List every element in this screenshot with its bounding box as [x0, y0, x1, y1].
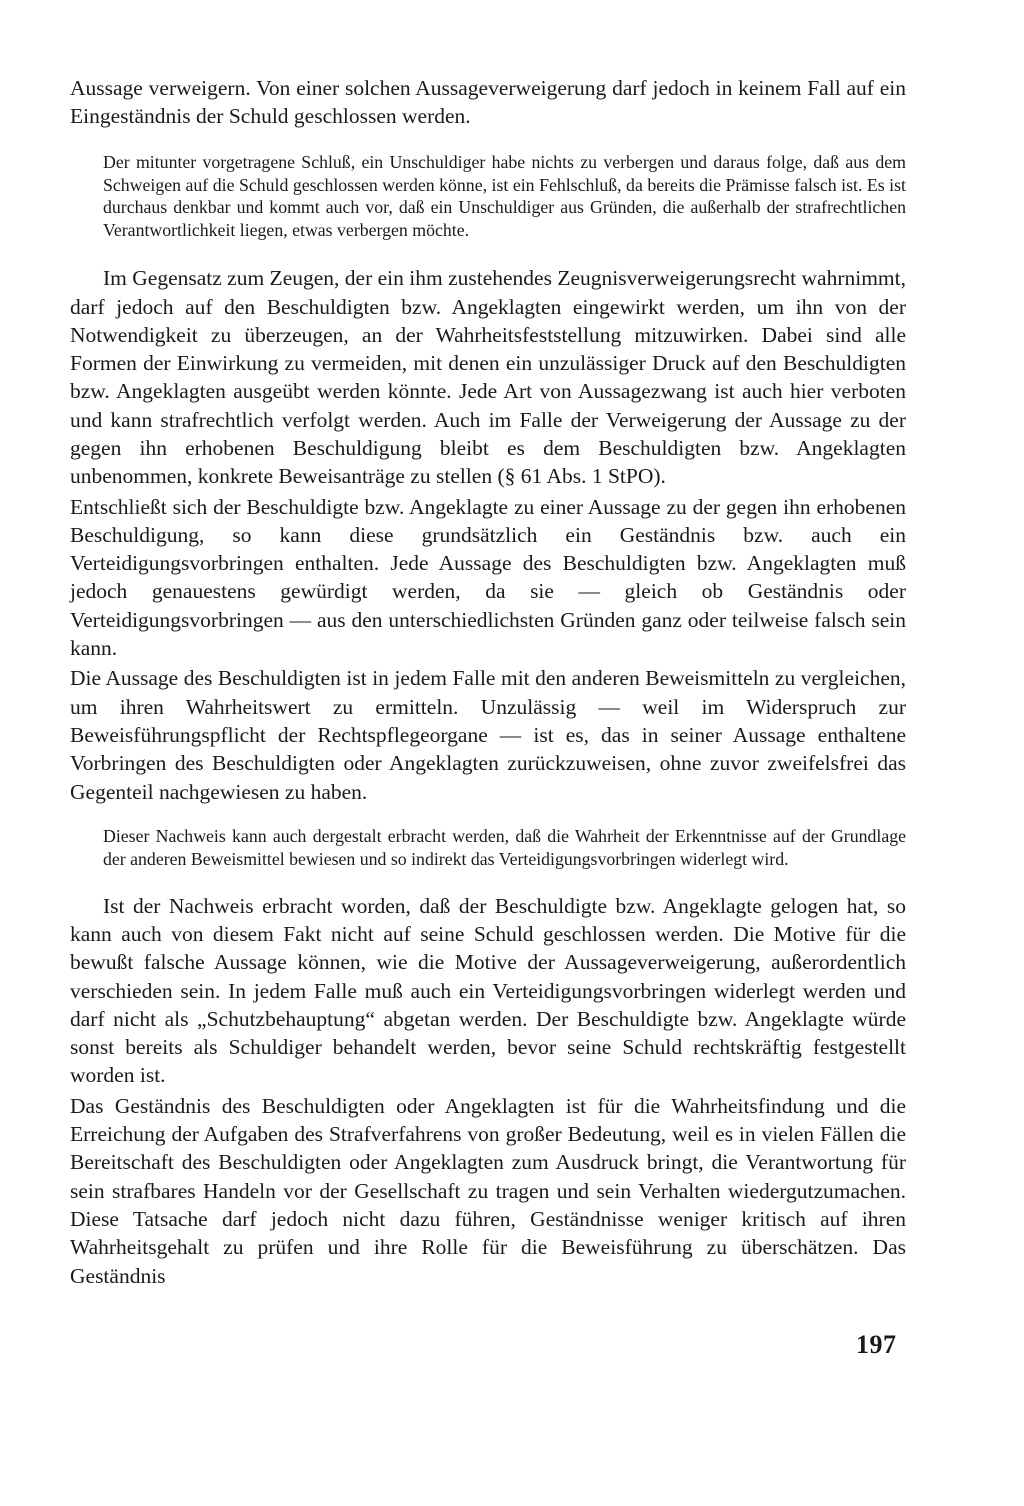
page-number: 197	[856, 1330, 897, 1359]
page-text-block	[70, 74, 906, 1290]
paragraph-luege-nachweis: Ist der Nachweis erbracht worden, daß der Beschuldigte bzw. Angeklagte gelogen hat, so kann auch von diesem Fakt nicht auf seine Schuld geschlossen werden. Die Motive für die bewußt falsche Aussage können, wie die Motive der Aussageverweigerung, außerordentlich verschieden sein. In jedem Falle muß auch ein Verteidigungsvorbringen widerlegt werden und darf nicht als „Schutzbehauptung“ abgetan werden. Der Beschuldigte bzw. Angeklagte würde sonst bereits als Schuldiger behandelt werden, bevor seine Schuld rechtskräftig festgestellt worden ist.	[70, 893, 906, 1088]
footnote-remark-2: Dieser Nachweis kann auch dergestalt erbracht werden, daß die Wahrheit der Erkenntnisse auf der Grundlage der anderen Beweismittel bewiesen und so indirekt das Verteidigungsvorbringen widerlegt wird.	[103, 825, 906, 869]
paragraph-gestaendnis: Das Geständnis des Beschuldigten oder Angeklagten ist für die Wahrheitsfindung und die Erreichung der Aufgaben des Strafverfahrens von großer Bedeutung, weil es in vielen Fällen die Bereitschaft des Beschuldigten oder Angeklagten zum Ausdruck bringt, die Verantwortung für sein strafbares Handeln vor der Gesellschaft zu tragen und sein Verhalten wiedergutzumachen. Diese Tatsache darf jedoch nicht dazu führen, Geständnisse weniger kritisch auf ihren Wahrheitsgehalt zu prüfen und ihre Rolle für die Beweisführung zu überschätzen. Das Geständnis	[70, 1093, 906, 1288]
paragraph-continuation: Aussage verweigern. Von einer solchen Aussageverweigerung darf jedoch in keinem Fall auf ein Eingeständnis der Schuld geschlossen werden.	[70, 76, 906, 129]
footnote-remark-1: Der mitunter vorgetragene Schluß, ein Unschuldiger habe nichts zu verbergen und daraus folge, daß aus dem Schweigen auf die Schuld geschlossen werden könne, ist ein Fehlschluß, da bereits die Prämisse falsch ist. Es ist durchaus denkbar und kommt auch vor, daß ein Unschuldiger aus Gründen, die außerhalb der strafrechtlichen Verantwortlichkeit liegen, etwas verbergen möchte.	[103, 151, 906, 241]
paragraph-zeugnisverweigerung: Im Gegensatz zum Zeugen, der ein ihm zustehendes Zeugnisverweigerungsrecht wahrnimmt, darf jedoch auf den Beschuldigten bzw. Angeklagten eingewirkt werden, um ihn von der Notwendigkeit zu überzeugen, an der Wahrheitsfeststellung mitzuwirken. Dabei sind alle Formen der Einwirkung zu vermeiden, mit denen ein unzulässiger Druck auf den Beschuldigten bzw. Angeklagten ausgeübt werden könnte. Jede Art von Aussagezwang ist auch hier verboten und kann strafrechtlich verfolgt werden. Auch im Falle der Verweigerung der Aussage zu der gegen ihn erhobenen Beschuldigung bleibt es dem Beschuldigten bzw. Angeklagten unbenommen, konkrete Beweisanträge zu stellen (§ 61 Abs. 1 StPO).	[70, 266, 906, 489]
paragraph-beweismittel-vergleich: Die Aussage des Beschuldigten ist in jedem Falle mit den anderen Beweismitteln zu vergleichen, um ihren Wahrheitswert zu ermitteln. Unzulässig — weil im Widerspruch zur Beweisführungspflicht der Rechtspflegeorgane — ist es, das in seiner Aussage enthaltene Vorbringen des Beschuldigten oder Angeklagten zurückzuweisen, ohne zuvor zweifelsfrei das Gegenteil nachgewiesen zu haben.	[70, 666, 906, 804]
paragraph-aussage-entschluss: Entschließt sich der Beschuldigte bzw. Angeklagte zu einer Aussage zu der gegen ihn erhobenen Beschuldigung, so kann diese grundsätzlich ein Geständnis bzw. auch ein Verteidigungsvorbringen enthalten. Jede Aussage des Beschuldigten bzw. Angeklagten muß jedoch genauestens gewürdigt werden, da sie — gleich ob Geständnis oder Verteidigungsvorbringen — aus den unterschiedlichsten Gründen ganz oder teilweise falsch sein kann.	[70, 494, 906, 661]
